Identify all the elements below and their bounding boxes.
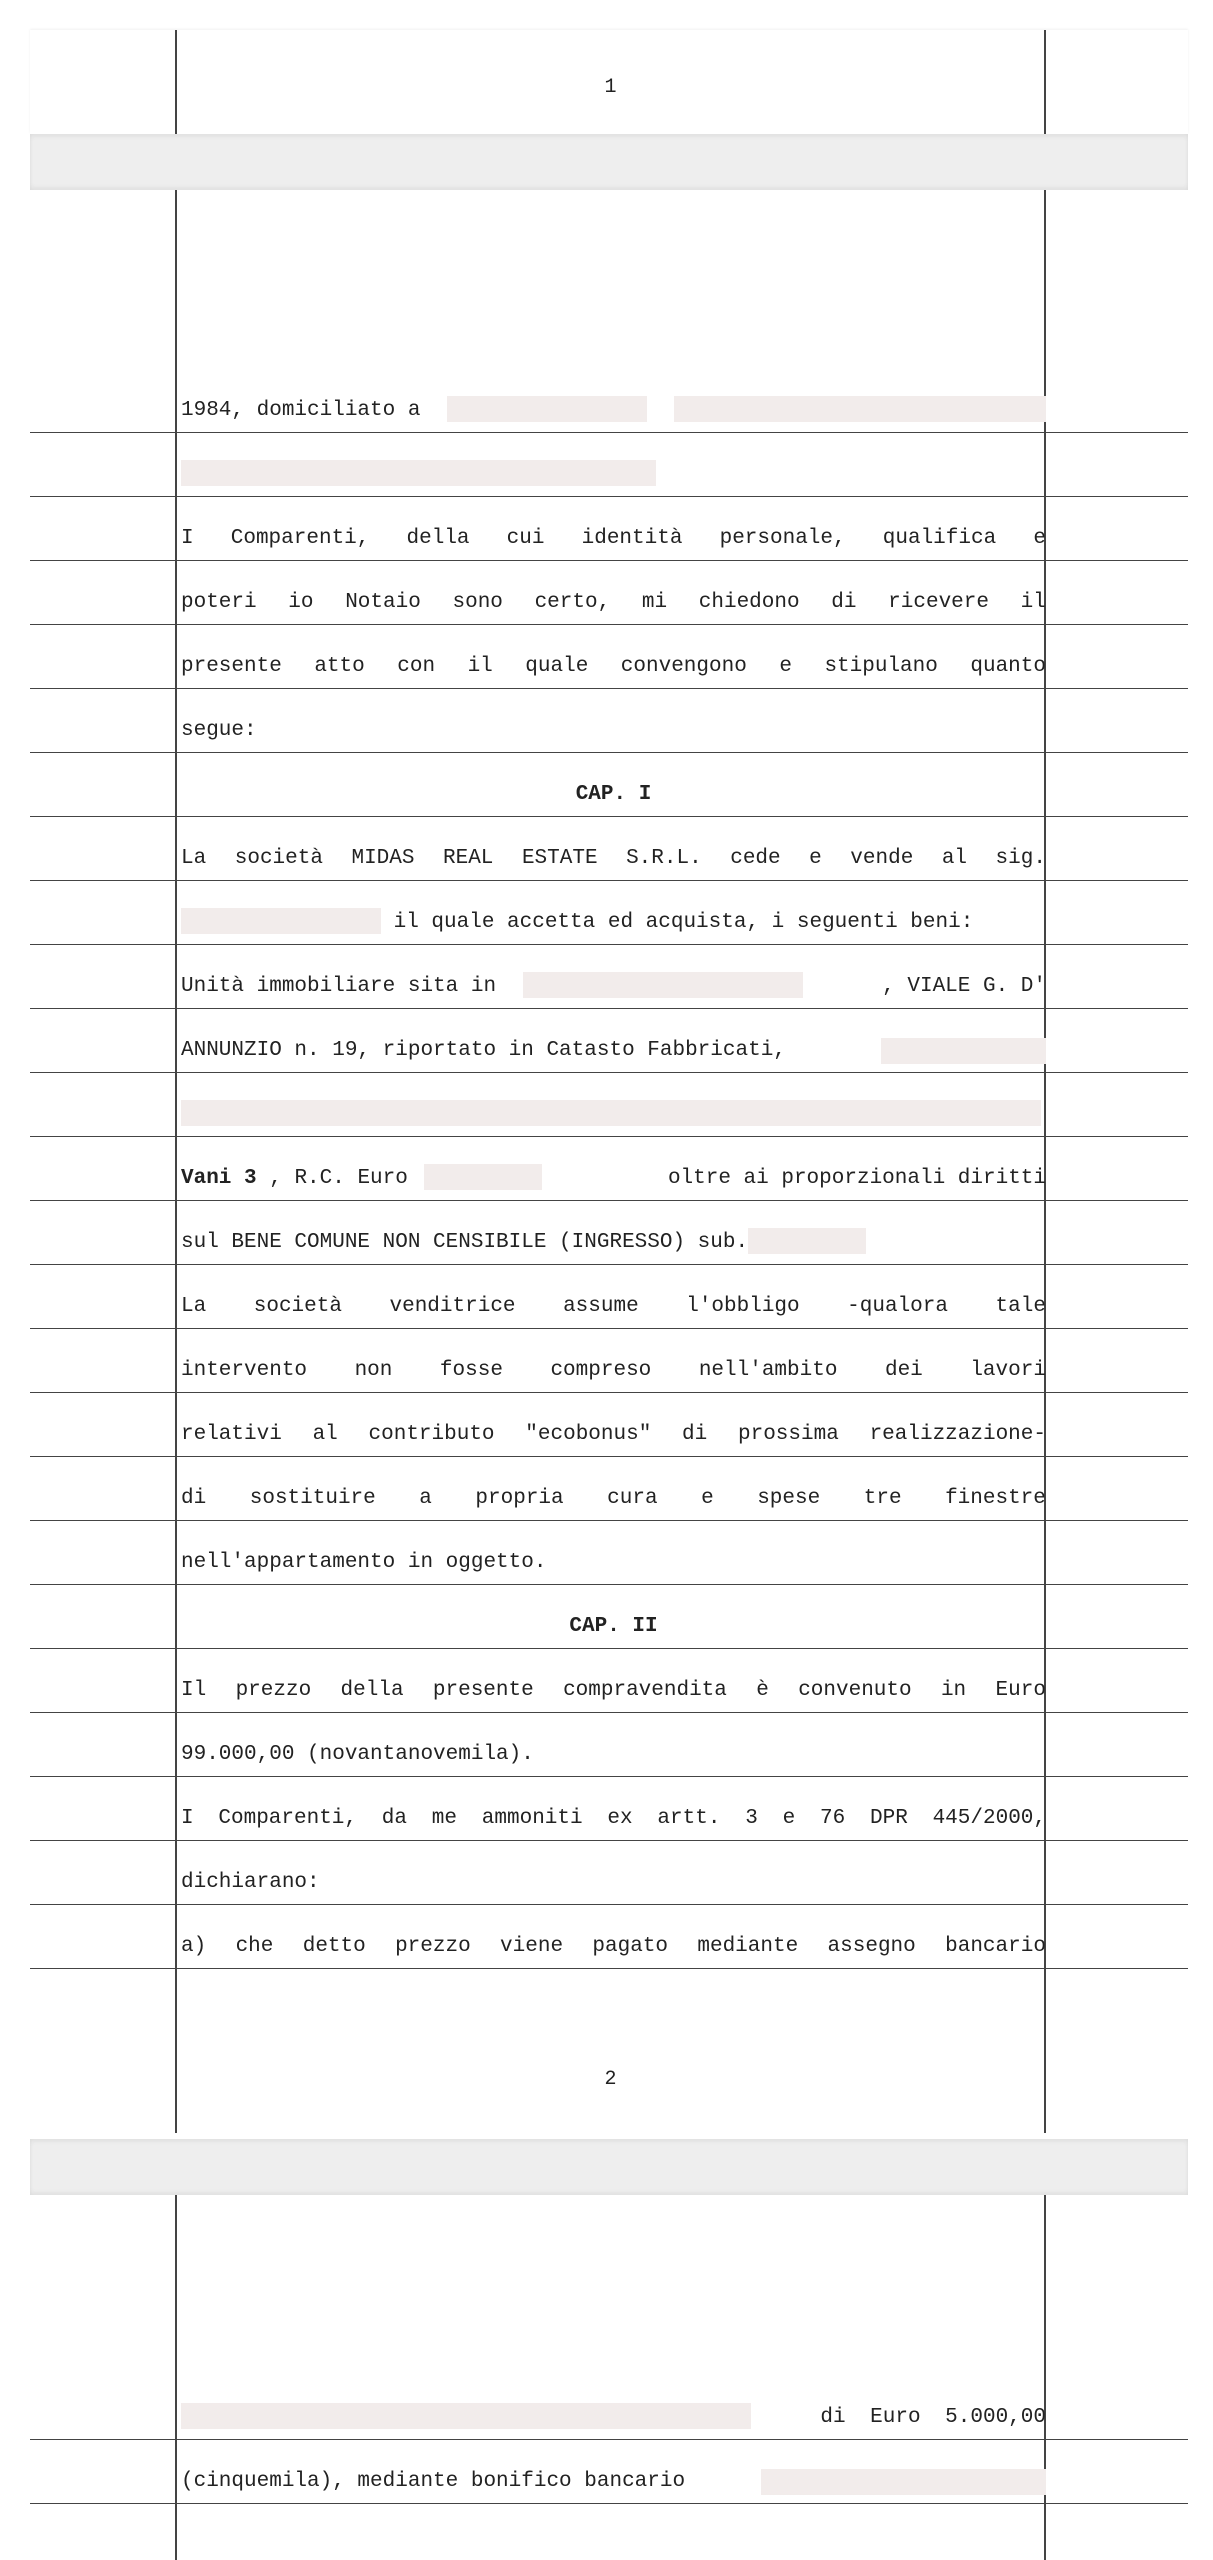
text-line: intervento non fosse compreso nell'ambito dei lavori [181, 1359, 1046, 1382]
right-margin-rule [1044, 2195, 1046, 2560]
left-margin-rule [175, 2195, 177, 2560]
text-line: La società venditrice assume l'obbligo -qualora tale [181, 1295, 1046, 1318]
text-line: Il prezzo della presente compravendita è convenuto in Euro [181, 1679, 1046, 1702]
document-page [30, 30, 1188, 134]
text-line: relativi al contributo "ecobonus" di prossima realizzazione- [181, 1423, 1046, 1446]
text-line: Vani 3 , R.C. Euro oltre ai proporzionali diritti [181, 1164, 1046, 1194]
text-line: dichiarano: [181, 1871, 320, 1894]
text-line: (cinquemila), mediante bonifico bancario [181, 2467, 1046, 2497]
text-line: di Euro 5.000,00 [181, 2403, 1046, 2433]
section-heading: CAP. II [569, 1615, 658, 1638]
text-line: nell'appartamento in oggetto. [181, 1551, 547, 1574]
text-line: ANNUNZIO n. 19, riportato in Catasto Fabbricati, [181, 1036, 1046, 1066]
text-line: di sostituire a propria cura e spese tre finestre [181, 1487, 1046, 1510]
text-line: I Comparenti, da me ammoniti ex artt. 3 e 76 DPR 445/2000, [181, 1807, 1046, 1830]
right-margin-rule [1044, 30, 1046, 134]
text-line: poteri io Notaio sono certo, mi chiedono di ricevere il [181, 591, 1046, 614]
section-heading: CAP. I [575, 783, 652, 806]
document-page [30, 190, 1188, 2133]
page-number: 2 [604, 2068, 617, 2091]
text-line: il quale accetta ed acquista, i seguenti beni: [181, 908, 1046, 938]
text-line: a) che detto prezzo viene pagato mediante assegno bancario [181, 1935, 1046, 1958]
text-line: I Comparenti, della cui identità personale, qualifica e [181, 527, 1046, 550]
text-line: Unità immobiliare sita in , VIALE G. D' [181, 972, 1046, 1002]
text-line: 1984, domiciliato a [181, 396, 1046, 426]
page-separator [30, 134, 1188, 190]
left-margin-rule [175, 190, 177, 2133]
text-line [181, 1100, 1046, 1130]
page-separator [30, 2139, 1188, 2195]
document-page [30, 2195, 1188, 2560]
text-line: presente atto con il quale convengono e stipulano quanto [181, 655, 1046, 678]
text-line: 99.000,00 (novantanovemila). [181, 1743, 534, 1766]
page-number: 1 [604, 76, 617, 99]
text-line: segue: [181, 719, 257, 742]
text-line: sul BENE COMUNE NON CENSIBILE (INGRESSO) sub. [181, 1228, 1046, 1258]
text-line: La società MIDAS REAL ESTATE S.R.L. cede e vende al sig. [181, 847, 1046, 870]
text-line [181, 460, 1046, 490]
